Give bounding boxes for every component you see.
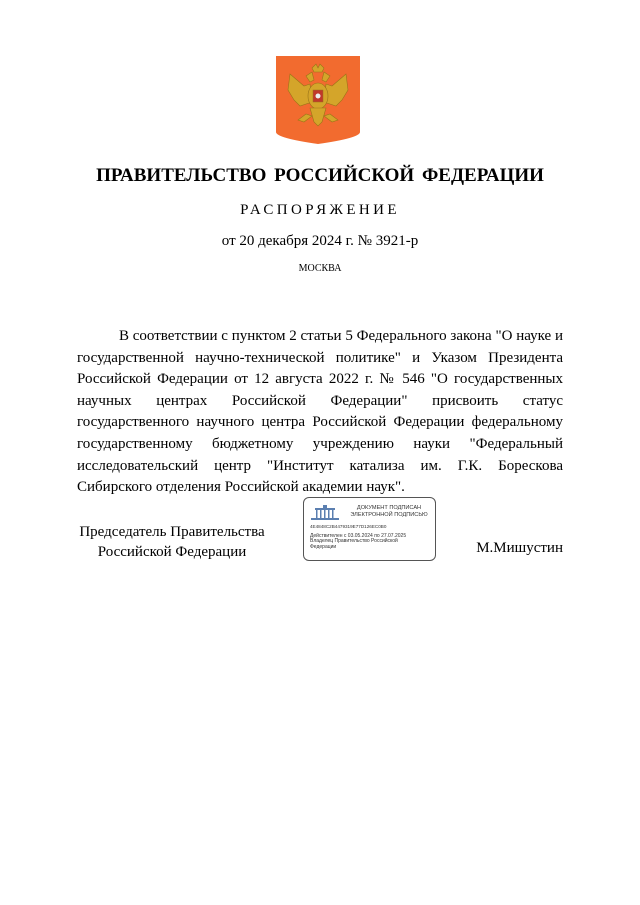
stamp-owner-line2: Федерации: [310, 543, 337, 550]
order-type: РАСПОРЯЖЕНИЕ: [240, 202, 400, 218]
electronic-signature-stamp: [303, 497, 436, 561]
stamp-owner: [310, 539, 428, 551]
government-title: ПРАВИТЕЛЬСТВО РОССИЙСКОЙ ФЕДЕРАЦИИ: [96, 165, 544, 186]
stamp-owner-line1: Владелец Правительство Российской: [310, 538, 398, 544]
signer-position-line1: Председатель Правительства: [79, 524, 265, 540]
signer-name: М.Мишустин: [476, 540, 563, 556]
signer-position-line2: Российской Федерации: [97, 544, 247, 560]
government-building-icon: [310, 504, 340, 521]
city: МОСКВА: [298, 263, 342, 274]
order-date: от 20 декабря 2024 г. № 3921-р: [221, 233, 419, 249]
signer-position: [77, 522, 267, 562]
stamp-title-line2: ЭЛЕКТРОННОЙ ПОДПИСЬЮ: [350, 512, 428, 518]
stamp-certificate: 4E4848C2B4479319E77D126EC0B0: [310, 524, 387, 529]
coat-of-arms-icon: [276, 56, 360, 144]
stamp-title: [344, 505, 434, 519]
stamp-title-line1: ДОКУМЕНТ ПОДПИСАН: [356, 505, 422, 511]
stamp-validity: Действителен с 03.05.2024 по 27.07.2025: [310, 533, 407, 539]
order-paragraph: В соответствии с пунктом 2 статьи 5 Федерального закона "О науке и государственной научно-технической политике" и Указом Президента Российской Федерации от 12 августа 2022 г. № 546 "О государственных научных центрах Российской Федерации" присвоить статус государственного научного центра Российской Федерации федеральному государственному бюджетному учреждению науки "Федеральный исследовательский центр "Институт катализа им. Г.К. Борескова Сибирского отделения Российской академии наук".: [77, 328, 563, 496]
